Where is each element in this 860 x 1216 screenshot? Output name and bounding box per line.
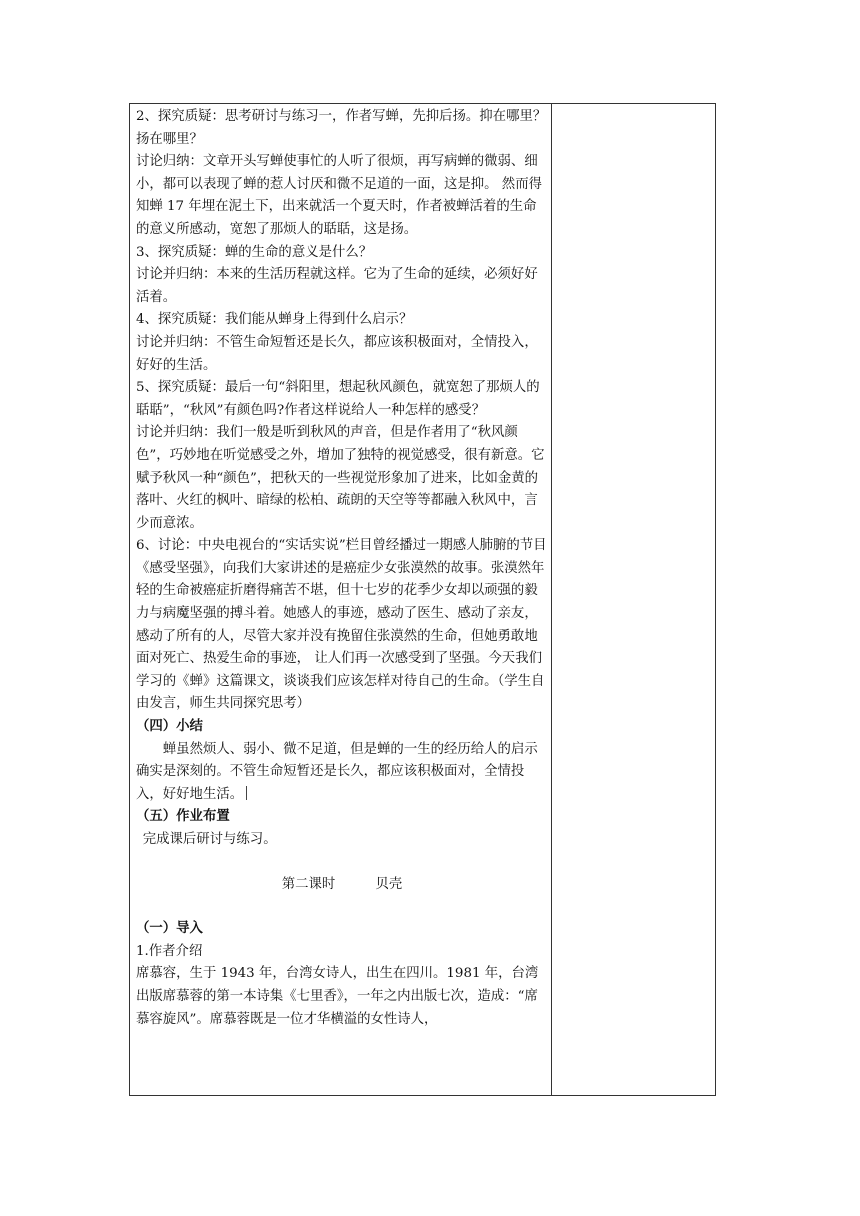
text-cursor bbox=[246, 786, 247, 800]
intro-item: 1.作者介绍 bbox=[136, 943, 203, 959]
answer-5: 讨论并归纳：我们一般是听到秋风的声音，但是作者用了“秋风颜色”，巧妙地在听觉感受之外，增加了独特的视觉感受，很有新意。它赋予秋风一种“颜色”，把秋天的一些视觉形象加了进来，比如金黄的落叶、火红的枫叶、暗绿的松柏、疏朗的天空等等都融入秋风中，言少而意浓。 bbox=[136, 425, 545, 531]
answer-4: 讨论并归纳：不管生命短暂还是长久，都应该积极面对，全情投入，好好的生活。 bbox=[136, 334, 538, 373]
column-divider bbox=[551, 103, 552, 1096]
question-3: 3、探究质疑：蝉的生命的意义是什么？ bbox=[136, 244, 373, 260]
question-2: 2、探究质疑：思考研讨与练习一，作者写蝉，先抑后扬。抑在哪里？ 扬在哪里？ bbox=[136, 109, 547, 147]
summary-body: 蝉虽然烦人、弱小、微不足道，但是蝉的一生的经历给人的启示确实是深刻的。不管生命短暂还是长久，都应该积极面对，全情投入，好好地生活。 bbox=[136, 741, 538, 802]
homework-heading: （五）作业布置 bbox=[136, 809, 230, 825]
intro-text: 席慕容，生于 1943 年，台湾女诗人，出生在四川。1981 年，台湾出版席慕蓉的第一本诗集《七里香》，一年之内出版七次，造成：“席慕容旋风”。席慕蓉既是一位才华横溢的女性诗人， bbox=[136, 966, 539, 1027]
question-4: 4、探究质疑：我们能从蝉身上得到什么启示？ bbox=[136, 312, 413, 328]
discussion-6: 6、讨论：中央电视台的“实话实说”栏目曾经播过一期感人肺腑的节目《感受坚强》，向我们大家讲述的是癌症少女张漠然的故事。张漠然年轻的生命被癌症折磨得痛苦不堪，但十七岁的花季少女却以顽强的毅力与病魔坚强的搏斗着。她感人的事迹，感动了医生、感动了亲友，感动了所有的人，尽管大家并没有挽留住张漠然的生命，但她勇敢地面对死亡、热爱生命的事迹， 让人们再一次感受到了坚强。今天我们学习的《蝉》这篇课文，谈谈我们应该怎样对待自己的生命。（学生自由发言，师生共同探究思考） bbox=[136, 538, 547, 712]
answer-3: 讨论并归纳：本来的生活历程就这样。它为了生命的延续，必须好好活着。 bbox=[136, 267, 538, 305]
left-cell-content bbox=[136, 106, 548, 1031]
summary-heading: （四）小结 bbox=[136, 719, 203, 735]
question-5: 5、探究质疑：最后一句“斜阳里，想起秋风颜色，就宽恕了那烦人的聒聒”，“秋风”有颜色吗?作者这样说给人一种怎样的感受？ bbox=[136, 380, 540, 418]
lesson-title bbox=[136, 874, 548, 897]
intro-heading: （一）导入 bbox=[136, 921, 203, 937]
summary-text bbox=[136, 739, 548, 807]
homework-text: 完成课后研讨与练习。 bbox=[142, 832, 277, 847]
answer-2: 讨论归纳：文章开头写蝉使事忙的人听了很烦，再写病蝉的微弱、细小，都可以表现了蝉的惹人讨厌和微不足道的一面，这是抑。 然而得知蝉 17 年埋在泥土下，出来就活一个夏天时，作者被蝉活着的生命的意义所感动，宽恕了那烦人的聒聒，这是扬。 bbox=[136, 154, 542, 237]
lesson-name: 贝壳 bbox=[375, 876, 403, 892]
lesson-label: 第二课时 bbox=[281, 876, 336, 892]
